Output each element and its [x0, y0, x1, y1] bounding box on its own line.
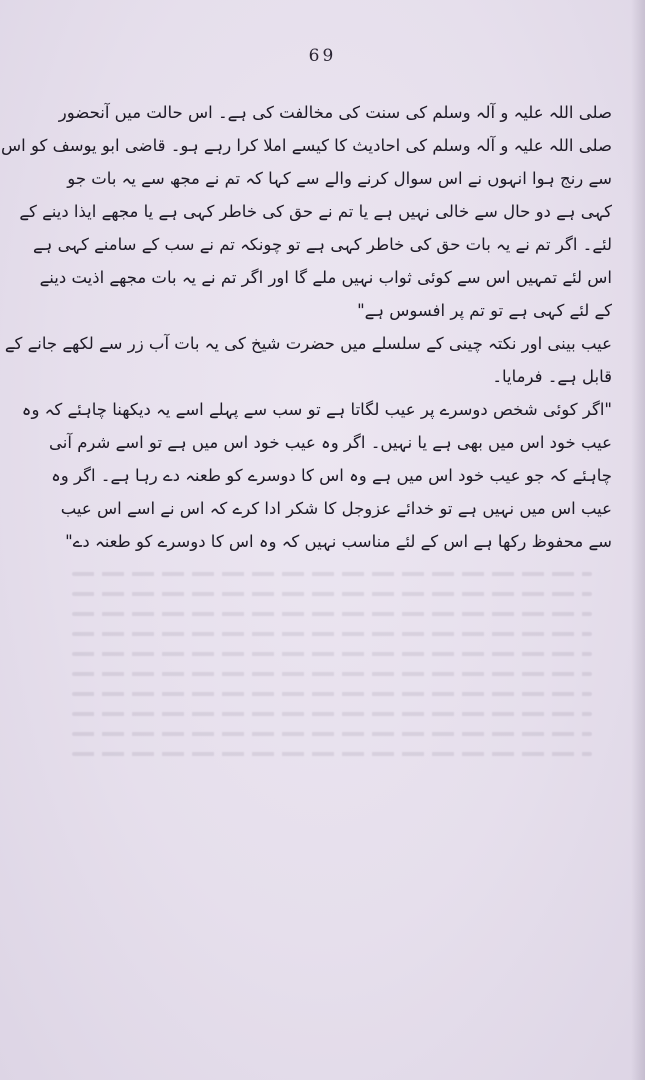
text-line: عیب اس میں نہیں ہے تو خدائے عزوجل کا شکر ادا کرے کہ اس نے اسے اس عیب	[60, 499, 612, 518]
text-line: "اگر کوئی شخص دوسرے پر عیب لگاتا ہے تو سب سے پہلے اسے یہ دیکھنا چاہئے کہ وہ	[21, 400, 612, 419]
text-line: عیب خود اس میں بھی ہے یا نہیں۔ اگر وہ عیب خود اس میں ہے تو اسے شرم آنی	[49, 433, 612, 452]
body-text	[1, 96, 612, 558]
page-number: 69	[308, 46, 337, 66]
text-line: صلی اللہ علیہ و آلہ وسلم کی احادیث کا کیسے املا کرا رہے ہو۔ قاضی ابو یوسف کو اس	[1, 136, 612, 155]
text-line: قابل ہے۔ فرمایا۔	[492, 367, 612, 386]
page-edge-shadow	[631, 0, 645, 1080]
text-line: عیب بینی اور نکتہ چینی کے سلسلے میں حضرت شیخ کی یہ بات آب زر سے لکھے جانے کے	[4, 334, 612, 353]
text-line: اس لئے تمہیں اس سے کوئی ثواب نہیں ملے گا اور اگر تم نے یہ بات مجھے اذیت دینے	[39, 268, 612, 287]
paragraph-1	[1, 96, 612, 327]
text-line: چاہئے کہ جو عیب خود اس میں ہے وہ اس کا دوسرے کو طعنہ دے رہا ہے۔ اگر وہ	[51, 466, 612, 485]
text-line: سے رنج ہوا انہوں نے اس سوال کرنے والے سے کہا کہ تم نے مجھ سے یہ بات جو	[67, 169, 612, 188]
bleed-through-text	[72, 556, 592, 762]
text-line: لئے۔ اگر تم نے یہ بات حق کی خاطر کہی ہے تو چونکہ تم نے سب کے سامنے کہی ہے	[33, 235, 612, 254]
text-line: سے محفوظ رکھا ہے اس کے لئے مناسب نہیں کہ وہ اس کا دوسرے کو طعنہ دے"	[65, 532, 612, 551]
text-line: صلی اللہ علیہ و آلہ وسلم کی سنت کی مخالفت کی ہے۔ اس حالت میں آنحضور	[58, 103, 612, 122]
paragraph-3	[21, 393, 612, 558]
paragraph-2	[4, 327, 612, 393]
text-line: کہی ہے دو حال سے خالی نہیں ہے یا تم نے حق کی خاطر کہی ہے یا مجھے ایذا دینے کے	[19, 202, 612, 221]
text-line: کے لئے کہی ہے تو تم پر افسوس ہے"	[357, 301, 612, 320]
